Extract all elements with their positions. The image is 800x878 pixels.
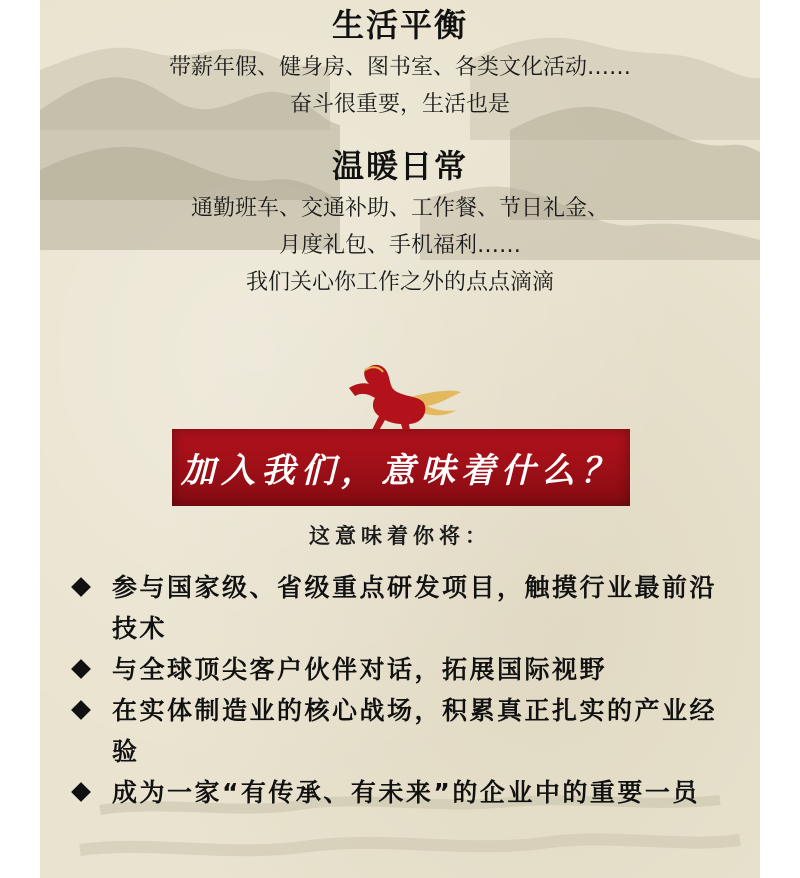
section-title-warm-daily: 温暖日常 [331,147,468,185]
list-item [70,690,730,772]
benefits-list [70,567,730,813]
section-line: 通勤班车、交通补助、工作餐、节日礼金、 [190,196,609,221]
diamond-bullet-icon [71,782,91,802]
diamond-bullet-icon [71,577,91,597]
list-item [70,649,730,690]
section-line: 月度礼包、手机福利…… [278,233,521,258]
join-us-banner [172,429,630,506]
list-item-text: 与全球顶尖客户伙伴对话，拓展国际视野 [112,655,608,684]
section-line: 我们关心你工作之外的点点滴滴 [245,270,554,295]
list-item-text: 成为一家“有传承、有未来”的企业中的重要一员 [112,778,700,807]
diamond-bullet-icon [71,700,91,720]
list-item-text: 参与国家级、省级重点研发项目，触摸行业最前沿技术 [112,573,718,643]
list-item [70,772,730,813]
diamond-bullet-icon [71,659,91,679]
section-title-life-balance: 生活平衡 [331,6,468,44]
list-item-text: 在实体制造业的核心战场，积累真正扎实的产业经验 [112,696,718,766]
banner-text: 加入我们，意味着什么？ [181,451,621,491]
section-line: 带薪年假、健身房、图书室、各类文化活动…… [168,55,631,80]
list-item [70,567,730,649]
section-line: 奋斗很重要，生活也是 [289,92,510,117]
subheading: 这意味着你将： [309,524,491,548]
